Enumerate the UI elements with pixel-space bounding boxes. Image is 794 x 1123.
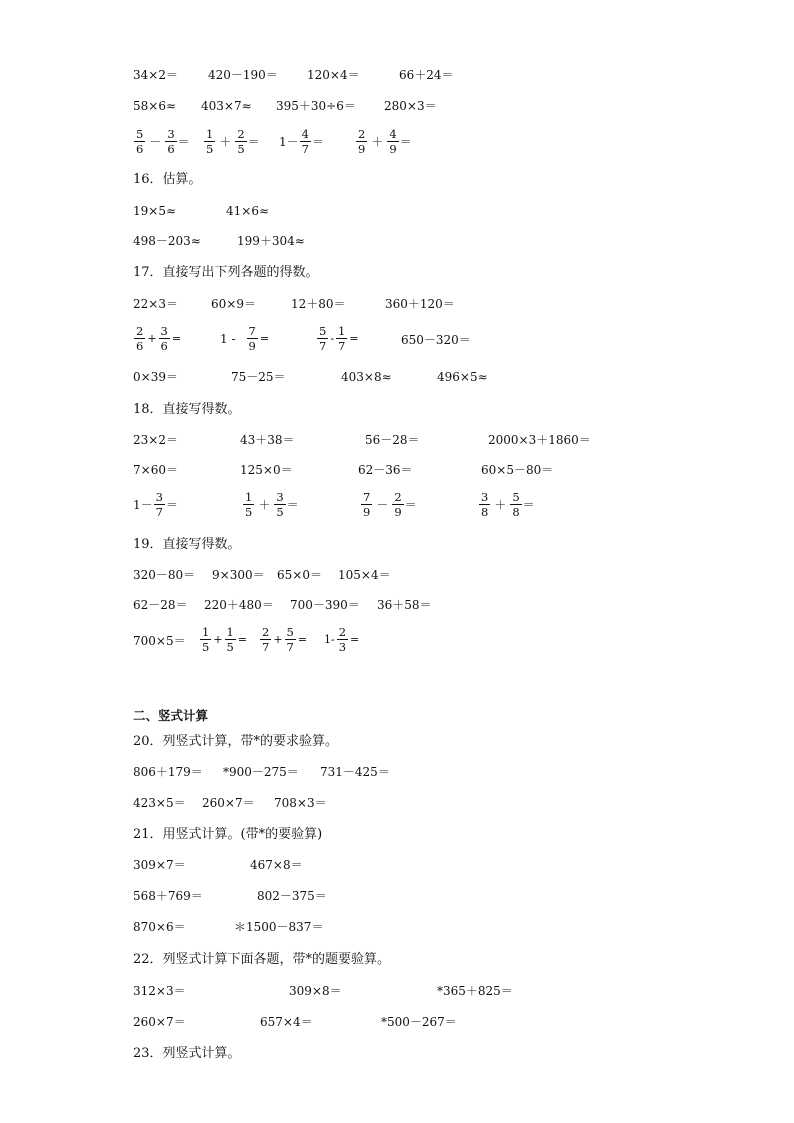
fraction: $\frac{4}{7}$ [301,127,309,156]
expression-row [0,68,794,98]
expression-row [0,598,794,628]
expression: *900－275＝ [223,765,299,779]
fraction-expression: $\frac{1}{5}$ ＋ $\frac{2}{5}$ ＝ [206,127,260,156]
question-title: 21．用竖式计算。(带*的要验算) [133,827,323,842]
expression: 650－320＝ [401,333,471,347]
fraction: $\frac{2}{3}$ [338,625,347,654]
fraction: $\frac{7}{9}$ [248,324,256,353]
expression-row [0,370,794,400]
fraction: $\frac{1}{5}$ [202,625,210,654]
expression-row [0,858,794,888]
expression-row [0,463,794,493]
expression: 403×8≈ [341,370,392,384]
fraction-expression: $\frac{2}{9}$ ＋ $\frac{4}{9}$ ＝ [358,127,412,156]
expression: 65×0＝ [277,568,322,582]
section-title: 二、竖式计算 [133,708,209,723]
question-title: 18．直接写得数。 [133,402,241,417]
fraction-expression: 1- $\frac{2}{3}$ = [324,625,360,654]
fraction-expression: $\frac{5}{6}$ － $\frac{3}{6}$ ＝ [136,127,190,156]
expression: 43＋38＝ [240,433,295,447]
fraction: $\frac{3}{8}$ [481,490,489,519]
fraction-expression: $\frac{7}{9}$ － $\frac{2}{9}$ ＝ [363,490,417,519]
expression-row [0,1015,794,1045]
question-title: 20．列竖式计算，带*的要求验算。 [133,734,339,749]
question-title: 17．直接写出下列各题的得数。 [133,265,319,280]
expression-row [0,796,794,826]
expression: 22×3＝ [133,297,178,311]
fraction-expression: 1－ $\frac{3}{7}$ ＝ [133,490,178,519]
expression: 36＋58＝ [377,598,432,612]
fraction: $\frac{5}{7}$ [286,625,294,654]
expression: 2000×3＋1860＝ [488,433,591,447]
fraction: $\frac{3}{7}$ [155,490,163,519]
expression: 60×9＝ [211,297,256,311]
fraction: $\frac{2}{9}$ [394,490,402,519]
fraction: $\frac{1}{5}$ [245,490,253,519]
expression: 62－36＝ [358,463,413,477]
expression-row [0,297,794,327]
expression-row [0,433,794,463]
expression: 260×7＝ [202,796,255,810]
fraction: $\frac{1}{5}$ [206,127,214,156]
expression-row [0,99,794,129]
expression: 60×5－80＝ [481,463,554,477]
fraction: $\frac{2}{9}$ [358,127,366,156]
expression: 7×60＝ [133,463,178,477]
fraction-expression: $\frac{2}{6}$ + $\frac{3}{6}$ = [136,324,182,353]
fraction-expression: 1 - $\frac{7}{9}$ = [220,324,270,353]
expression: 66＋24＝ [399,68,454,82]
expression: *500－267＝ [381,1015,457,1029]
expression: 12＋80＝ [291,297,346,311]
expression: 309×7＝ [133,858,186,872]
expression: 9×300＝ [212,568,265,582]
fraction: $\frac{2}{7}$ [262,625,270,654]
expression-row [0,568,794,598]
expression: 806＋179＝ [133,765,203,779]
fraction-row [0,491,794,521]
expression: 420－190＝ [208,68,278,82]
expression: 34×2＝ [133,68,178,82]
expression: 467×8＝ [250,858,303,872]
expression: 657×4＝ [260,1015,313,1029]
expression: 312×3＝ [133,984,186,998]
expression-row [0,204,794,234]
expression: 498－203≈ [133,234,201,248]
expression: 568＋769＝ [133,889,203,903]
question-title: 22．列竖式计算下面各题，带*的题要验算。 [133,952,391,967]
expression: ＊1500－837＝ [234,920,324,934]
expression-row [0,889,794,919]
expression: 403×7≈ [201,99,252,113]
expression: 708×3＝ [274,796,327,810]
fraction: $\frac{7}{9}$ [363,490,371,519]
fraction-expression: $\frac{1}{5}$ + $\frac{1}{5}$ = [202,625,248,654]
fraction-expression: $\frac{1}{5}$ ＋ $\frac{3}{5}$ ＝ [245,490,299,519]
expression: 496×5≈ [437,370,488,384]
expression: 23×2＝ [133,433,178,447]
question-title: 16．估算。 [133,172,202,187]
fraction: $\frac{5}{6}$ [136,127,144,156]
expression: 320－80＝ [133,568,196,582]
fraction-expression: $\frac{3}{8}$ ＋ $\frac{5}{8}$ ＝ [481,490,535,519]
expression: 280×3＝ [384,99,437,113]
expression: 870×6＝ [133,920,186,934]
expression: 260×7＝ [133,1015,186,1029]
fraction: $\frac{3}{5}$ [276,490,284,519]
fraction-expression: 1－ $\frac{4}{7}$ ＝ [279,127,324,156]
expression: 309×8＝ [289,984,342,998]
expression: 0×39＝ [133,370,178,384]
fraction: $\frac{1}{5}$ [226,625,234,654]
expression: 700－390＝ [290,598,360,612]
expression: 58×6≈ [133,99,177,113]
expression: 105×4＝ [338,568,391,582]
fraction: $\frac{3}{6}$ [167,127,175,156]
expression: 220＋480＝ [204,598,274,612]
expression: 423×5＝ [133,796,186,810]
expression: 395＋30÷6＝ [276,99,356,113]
fraction: $\frac{5}{8}$ [512,490,520,519]
fraction: $\frac{5}{7}$ [319,324,327,353]
expression: 41×6≈ [226,204,270,218]
expression: 56－28＝ [365,433,420,447]
fraction: $\frac{2}{5}$ [237,127,245,156]
fraction: $\frac{4}{9}$ [389,127,397,156]
expression: 731－425＝ [320,765,390,779]
expression: 62－28＝ [133,598,188,612]
expression: 19×5≈ [133,204,177,218]
expression: 700×5＝ [133,634,186,648]
expression-row [0,984,794,1014]
expression: *365＋825＝ [437,984,513,998]
fraction-row [0,325,794,355]
fraction-expression: $\frac{5}{7}$ - $\frac{1}{7}$ = [319,324,359,353]
expression-row [0,234,794,264]
expression-row [0,920,794,950]
question-title: 23．列竖式计算。 [133,1046,241,1061]
expression: 360＋120＝ [385,297,455,311]
expression: 125×0＝ [240,463,293,477]
expression-row [0,765,794,795]
fraction-expression: $\frac{2}{7}$ + $\frac{5}{7}$ = [262,625,308,654]
fraction: $\frac{1}{7}$ [338,324,346,353]
expression: 75－25＝ [231,370,286,384]
expression: 120×4＝ [307,68,360,82]
fraction-row [0,128,794,158]
question-title: 19．直接写得数。 [133,537,241,552]
fraction: $\frac{3}{6}$ [160,324,168,353]
fraction-row [0,626,794,656]
fraction: $\frac{2}{6}$ [136,324,144,353]
expression: 802－375＝ [257,889,327,903]
expression: 199＋304≈ [237,234,305,248]
